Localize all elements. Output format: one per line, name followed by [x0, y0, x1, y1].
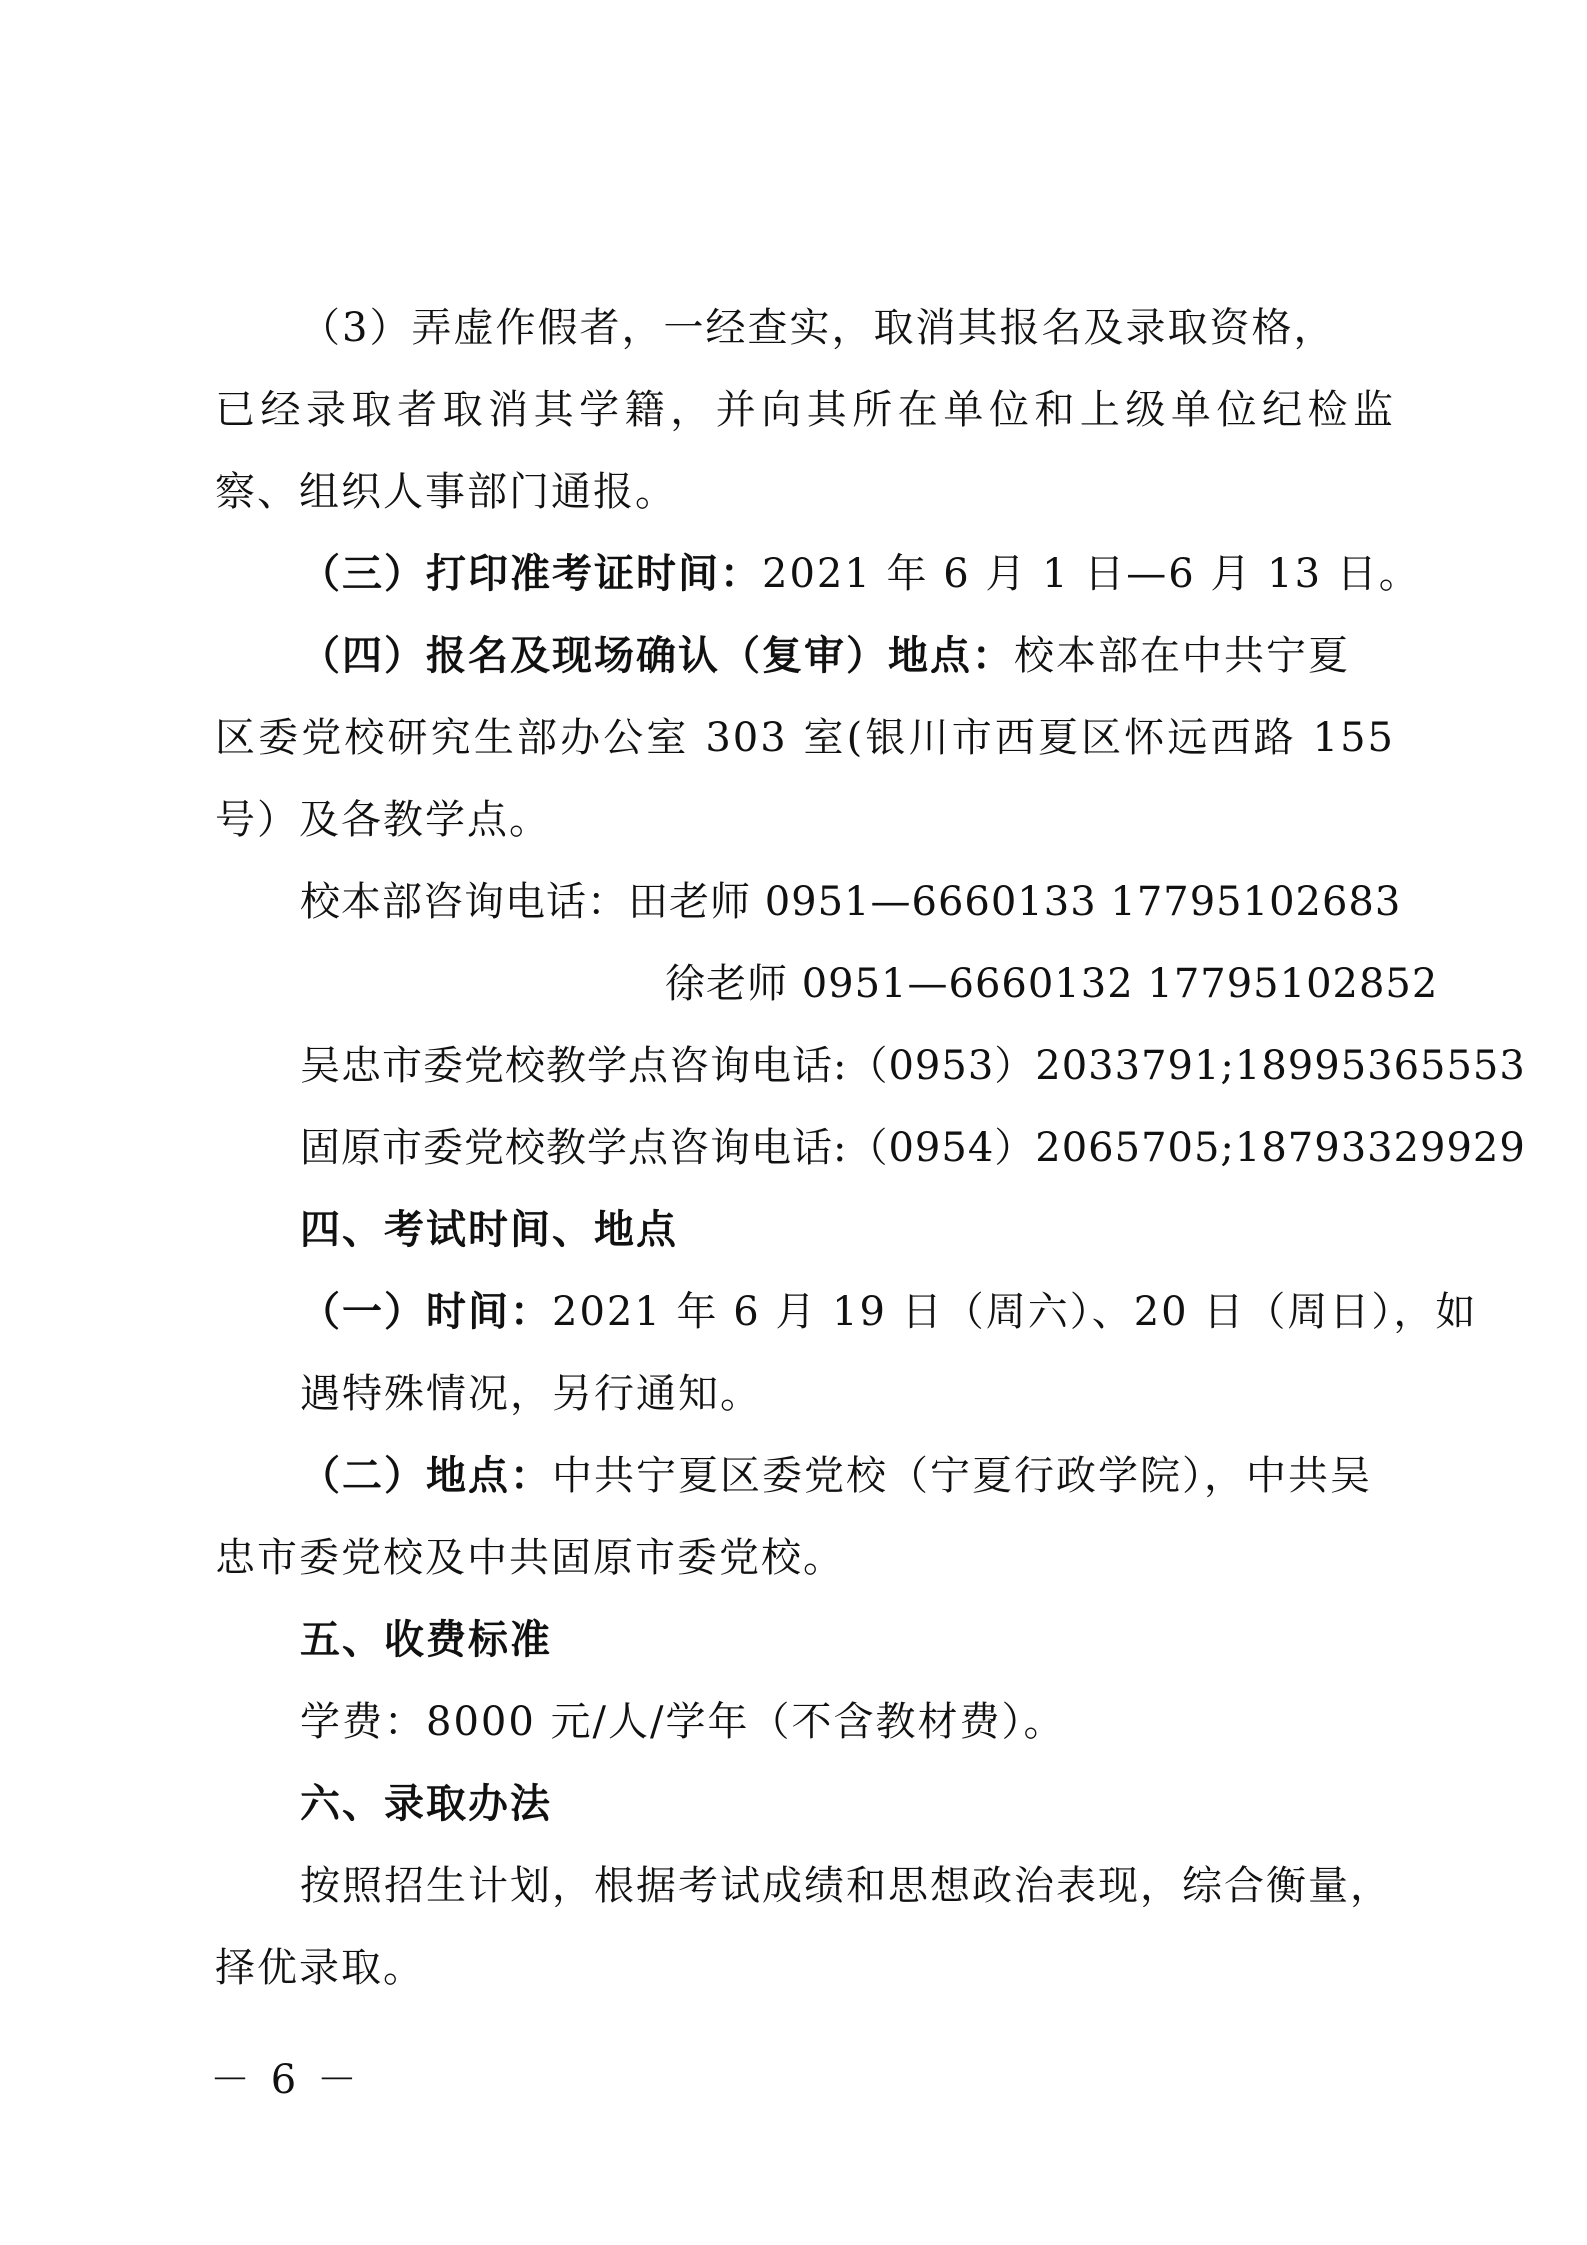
paragraph-line: 号）及各教学点。	[215, 797, 551, 843]
section-heading: （四）报名及现场确认（复审）地点：	[300, 633, 1014, 679]
heading-exam-time-place: 四、考试时间、地点	[300, 1207, 678, 1253]
section-heading: （一）时间：	[300, 1289, 552, 1335]
paragraph-line: 区委党校研究生部办公室 303 室(银川市西夏区怀远西路 155	[215, 715, 1395, 761]
contact-tian: 田老师 0951—6660133 17795102683	[628, 879, 1402, 925]
paragraph-line: 按照招生计划，根据考试成绩和思想政治表现，综合衡量，	[300, 1863, 1392, 1909]
p3-line1: （3）弄虚作假者，一经查实，取消其报名及录取资格，	[300, 305, 1336, 351]
section-exam-place	[300, 1446, 1395, 1506]
heading-admission-method: 六、录取办法	[300, 1781, 552, 1827]
section-registration-location	[300, 626, 1395, 686]
contact-heading: 校本部咨询电话：	[300, 879, 628, 925]
section-print-ticket-time	[300, 544, 1421, 604]
fee-text: 学费：8000 元/人/学年（不含教材费）。	[300, 1699, 1066, 1745]
paragraph-line: 察、组织人事部门通报。	[215, 469, 677, 515]
contact-wuzhong: 吴忠市委党校教学点咨询电话:（0953）2033791;18995365553	[300, 1043, 1526, 1089]
paragraph-line	[300, 298, 1395, 358]
section-exam-time	[300, 1282, 1478, 1342]
section-text: 校本部在中共宁夏	[1014, 633, 1350, 679]
paragraph-line: 择优录取。	[215, 1945, 425, 1991]
heading-fee-standard: 五、收费标准	[300, 1617, 552, 1663]
paragraph-line: 已经录取者取消其学籍，并向其所在单位和上级单位纪检监	[215, 387, 1395, 433]
section-text: 2021 年 6 月 19 日（周六）、20 日（周日），如	[552, 1289, 1478, 1335]
section-heading: （三）打印准考证时间：	[300, 551, 762, 597]
paragraph-line: 遇特殊情况，另行通知。	[300, 1371, 762, 1417]
contact-main	[300, 872, 1402, 932]
section-text: 中共宁夏区委党校（宁夏行政学院），中共吴	[552, 1453, 1372, 1499]
paragraph-line: 忠市委党校及中共固原市委党校。	[215, 1535, 845, 1581]
section-text: 2021 年 6 月 1 日—6 月 13 日。	[762, 551, 1421, 597]
page-number: － 6 －	[210, 2057, 361, 2103]
contact-xu: 徐老师 0951—6660132 17795102852	[665, 961, 1439, 1007]
section-heading: （二）地点：	[300, 1453, 552, 1499]
contact-guyuan: 固原市委党校教学点咨询电话:（0954）2065705;18793329929	[300, 1125, 1526, 1171]
